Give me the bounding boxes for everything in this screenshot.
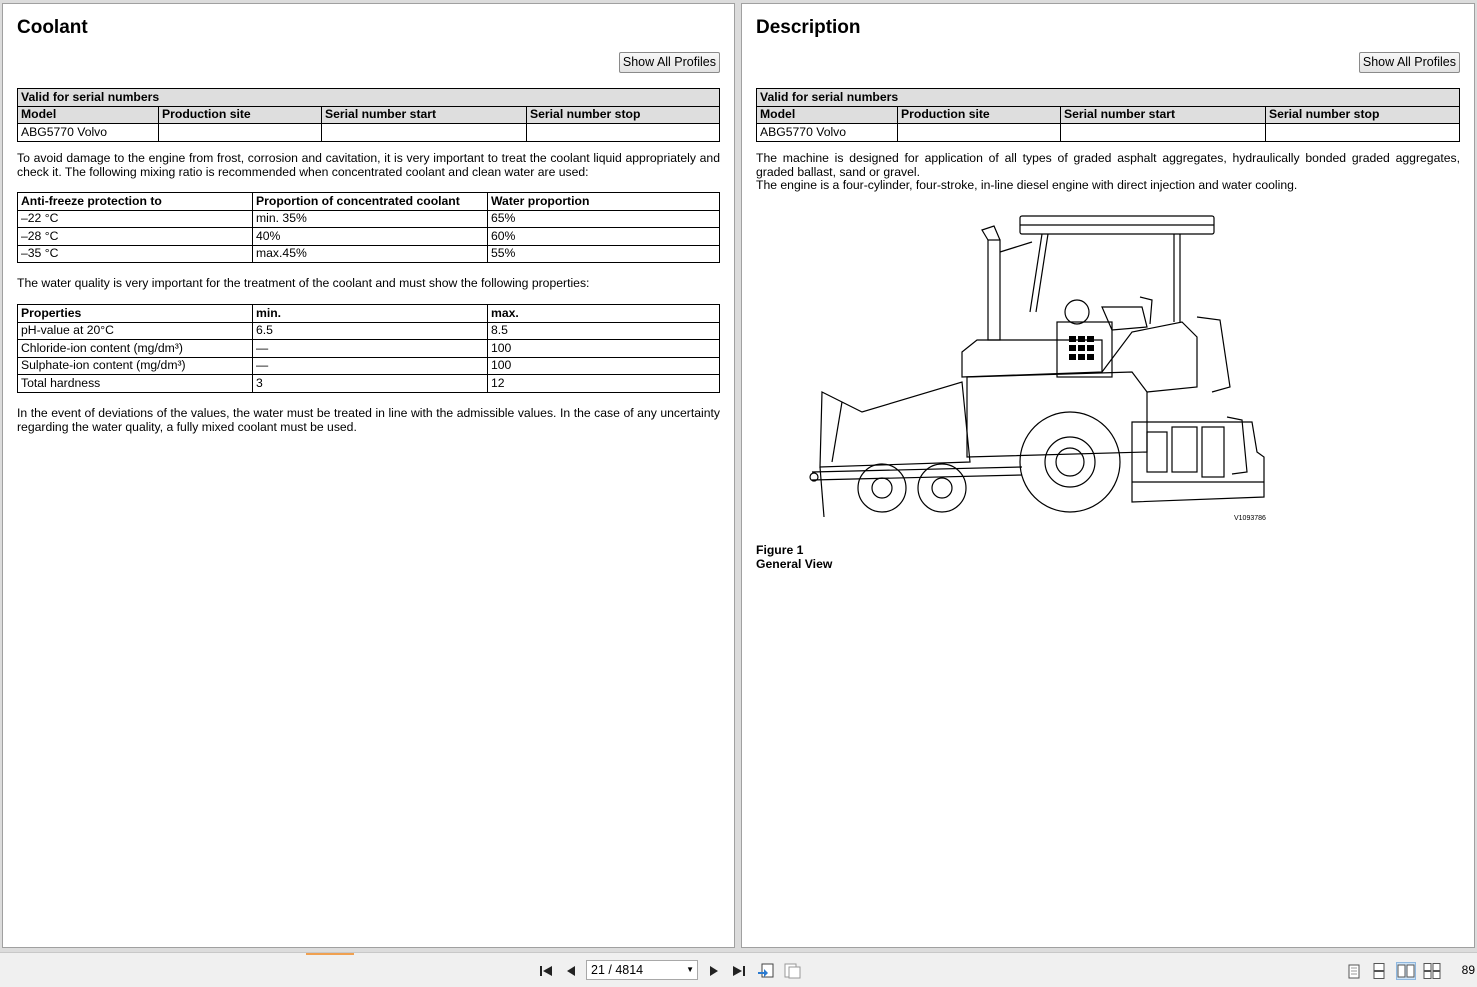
- table-cell: 8.5: [488, 322, 720, 340]
- table-header: Production site: [898, 106, 1061, 124]
- table-cell: min. 35%: [253, 210, 488, 228]
- table-cell: 100: [488, 357, 720, 375]
- paver-figure: [802, 212, 1267, 525]
- accent-mark: [306, 953, 354, 955]
- table-header: Proportion of concentrated coolant: [253, 193, 488, 211]
- right-page: [741, 3, 1475, 948]
- table-row: [18, 340, 720, 358]
- figure-label: Figure 1: [756, 543, 804, 557]
- table-header: Serial number start: [322, 106, 527, 124]
- two-page-view-icon[interactable]: [1396, 962, 1416, 980]
- table-cell: ABG5770 Volvo: [757, 124, 898, 142]
- serial-table-caption: Valid for serial numbers: [757, 89, 1460, 107]
- table-cell: ABG5770 Volvo: [18, 124, 159, 142]
- description-paragraph: The machine is designed for application of all types of graded asphalt aggregates, hydraulically bonded graded aggregates, graded ballast, sand or gravel.: [756, 151, 1460, 179]
- page-indicator: 21 / 4814: [591, 963, 644, 977]
- show-all-profiles-button[interactable]: Show All Profiles: [619, 52, 720, 73]
- table-cell: –35 °C: [18, 245, 253, 263]
- serial-table: [17, 88, 720, 142]
- figure-caption: [756, 543, 832, 571]
- left-page: [2, 3, 735, 948]
- table-cell: [898, 124, 1061, 142]
- table-cell: [1266, 124, 1460, 142]
- table-header: min.: [253, 305, 488, 323]
- table-cell: max.45%: [253, 245, 488, 263]
- table-cell: [159, 124, 322, 142]
- table-header: Model: [757, 106, 898, 124]
- two-page-continuous-view-icon[interactable]: [1422, 962, 1442, 980]
- table-row: [18, 124, 720, 142]
- table-row: [18, 210, 720, 228]
- next-page-icon[interactable]: [706, 963, 722, 979]
- table-cell: 40%: [253, 228, 488, 246]
- table-cell: 6.5: [253, 322, 488, 340]
- figure-title: General View: [756, 557, 833, 571]
- table-cell: [527, 124, 720, 142]
- table-cell: 65%: [488, 210, 720, 228]
- table-cell: 3: [253, 375, 488, 393]
- forward-view-icon[interactable]: [782, 963, 802, 979]
- table-cell: —: [253, 357, 488, 375]
- water-quality-paragraph: The water quality is very important for the treatment of the coolant and must show the following properties:: [17, 276, 590, 290]
- first-page-icon[interactable]: [538, 963, 554, 979]
- table-row: [18, 375, 720, 393]
- table-cell: —: [253, 340, 488, 358]
- table-header: Serial number start: [1061, 106, 1266, 124]
- table-cell: Chloride-ion content (mg/dm³): [18, 340, 253, 358]
- single-page-view-icon[interactable]: [1344, 962, 1364, 980]
- table-header: Model: [18, 106, 159, 124]
- table-header: Serial number stop: [1266, 106, 1460, 124]
- table-cell: Total hardness: [18, 375, 253, 393]
- back-view-icon[interactable]: [756, 963, 776, 979]
- serial-table: [756, 88, 1460, 142]
- table-cell: pH-value at 20°C: [18, 322, 253, 340]
- table-cell: 55%: [488, 245, 720, 263]
- table-cell: [322, 124, 527, 142]
- table-cell: 12: [488, 375, 720, 393]
- continuous-view-icon[interactable]: [1369, 962, 1389, 980]
- previous-page-icon[interactable]: [563, 963, 579, 979]
- show-all-profiles-button[interactable]: Show All Profiles: [1359, 52, 1460, 73]
- table-cell: –28 °C: [18, 228, 253, 246]
- intro-paragraph: To avoid damage to the engine from frost, corrosion and cavitation, it is very important to treat the coolant liquid appropriately and check it. The following mixing ratio is recommended when concentrated coolant and clean water are used:: [17, 151, 720, 179]
- engine-paragraph: The engine is a four-cylinder, four-stroke, in-line diesel engine with direct injection and water cooling.: [756, 178, 1298, 192]
- table-cell: 60%: [488, 228, 720, 246]
- table-cell: 100: [488, 340, 720, 358]
- table-header: Water proportion: [488, 193, 720, 211]
- table-header: max.: [488, 305, 720, 323]
- page-title: Description: [756, 17, 861, 38]
- closing-paragraph: In the event of deviations of the values, the water must be treated in line with the admissible values. In the case of any uncertainty regarding the water quality, a fully mixed coolant must be used.: [17, 406, 720, 434]
- table-cell: [1061, 124, 1266, 142]
- table-row: [18, 357, 720, 375]
- chevron-down-icon[interactable]: ▼: [686, 965, 694, 974]
- zoom-level[interactable]: 89: [1461, 963, 1475, 977]
- table-header: Properties: [18, 305, 253, 323]
- figure-code: V1093786: [1234, 515, 1266, 522]
- table-header: Anti-freeze protection to: [18, 193, 253, 211]
- table-header: Serial number stop: [527, 106, 720, 124]
- mixing-table: [17, 192, 720, 263]
- table-row: [18, 228, 720, 246]
- table-header: Production site: [159, 106, 322, 124]
- page-number-field[interactable]: [586, 960, 698, 980]
- navigation-toolbar: [0, 952, 1477, 987]
- table-row: [757, 124, 1460, 142]
- serial-table-caption: Valid for serial numbers: [18, 89, 720, 107]
- page-title: Coolant: [17, 17, 88, 38]
- table-cell: Sulphate-ion content (mg/dm³): [18, 357, 253, 375]
- last-page-icon[interactable]: [731, 963, 747, 979]
- properties-table: [17, 304, 720, 393]
- table-row: [18, 322, 720, 340]
- table-cell: –22 °C: [18, 210, 253, 228]
- table-row: [18, 245, 720, 263]
